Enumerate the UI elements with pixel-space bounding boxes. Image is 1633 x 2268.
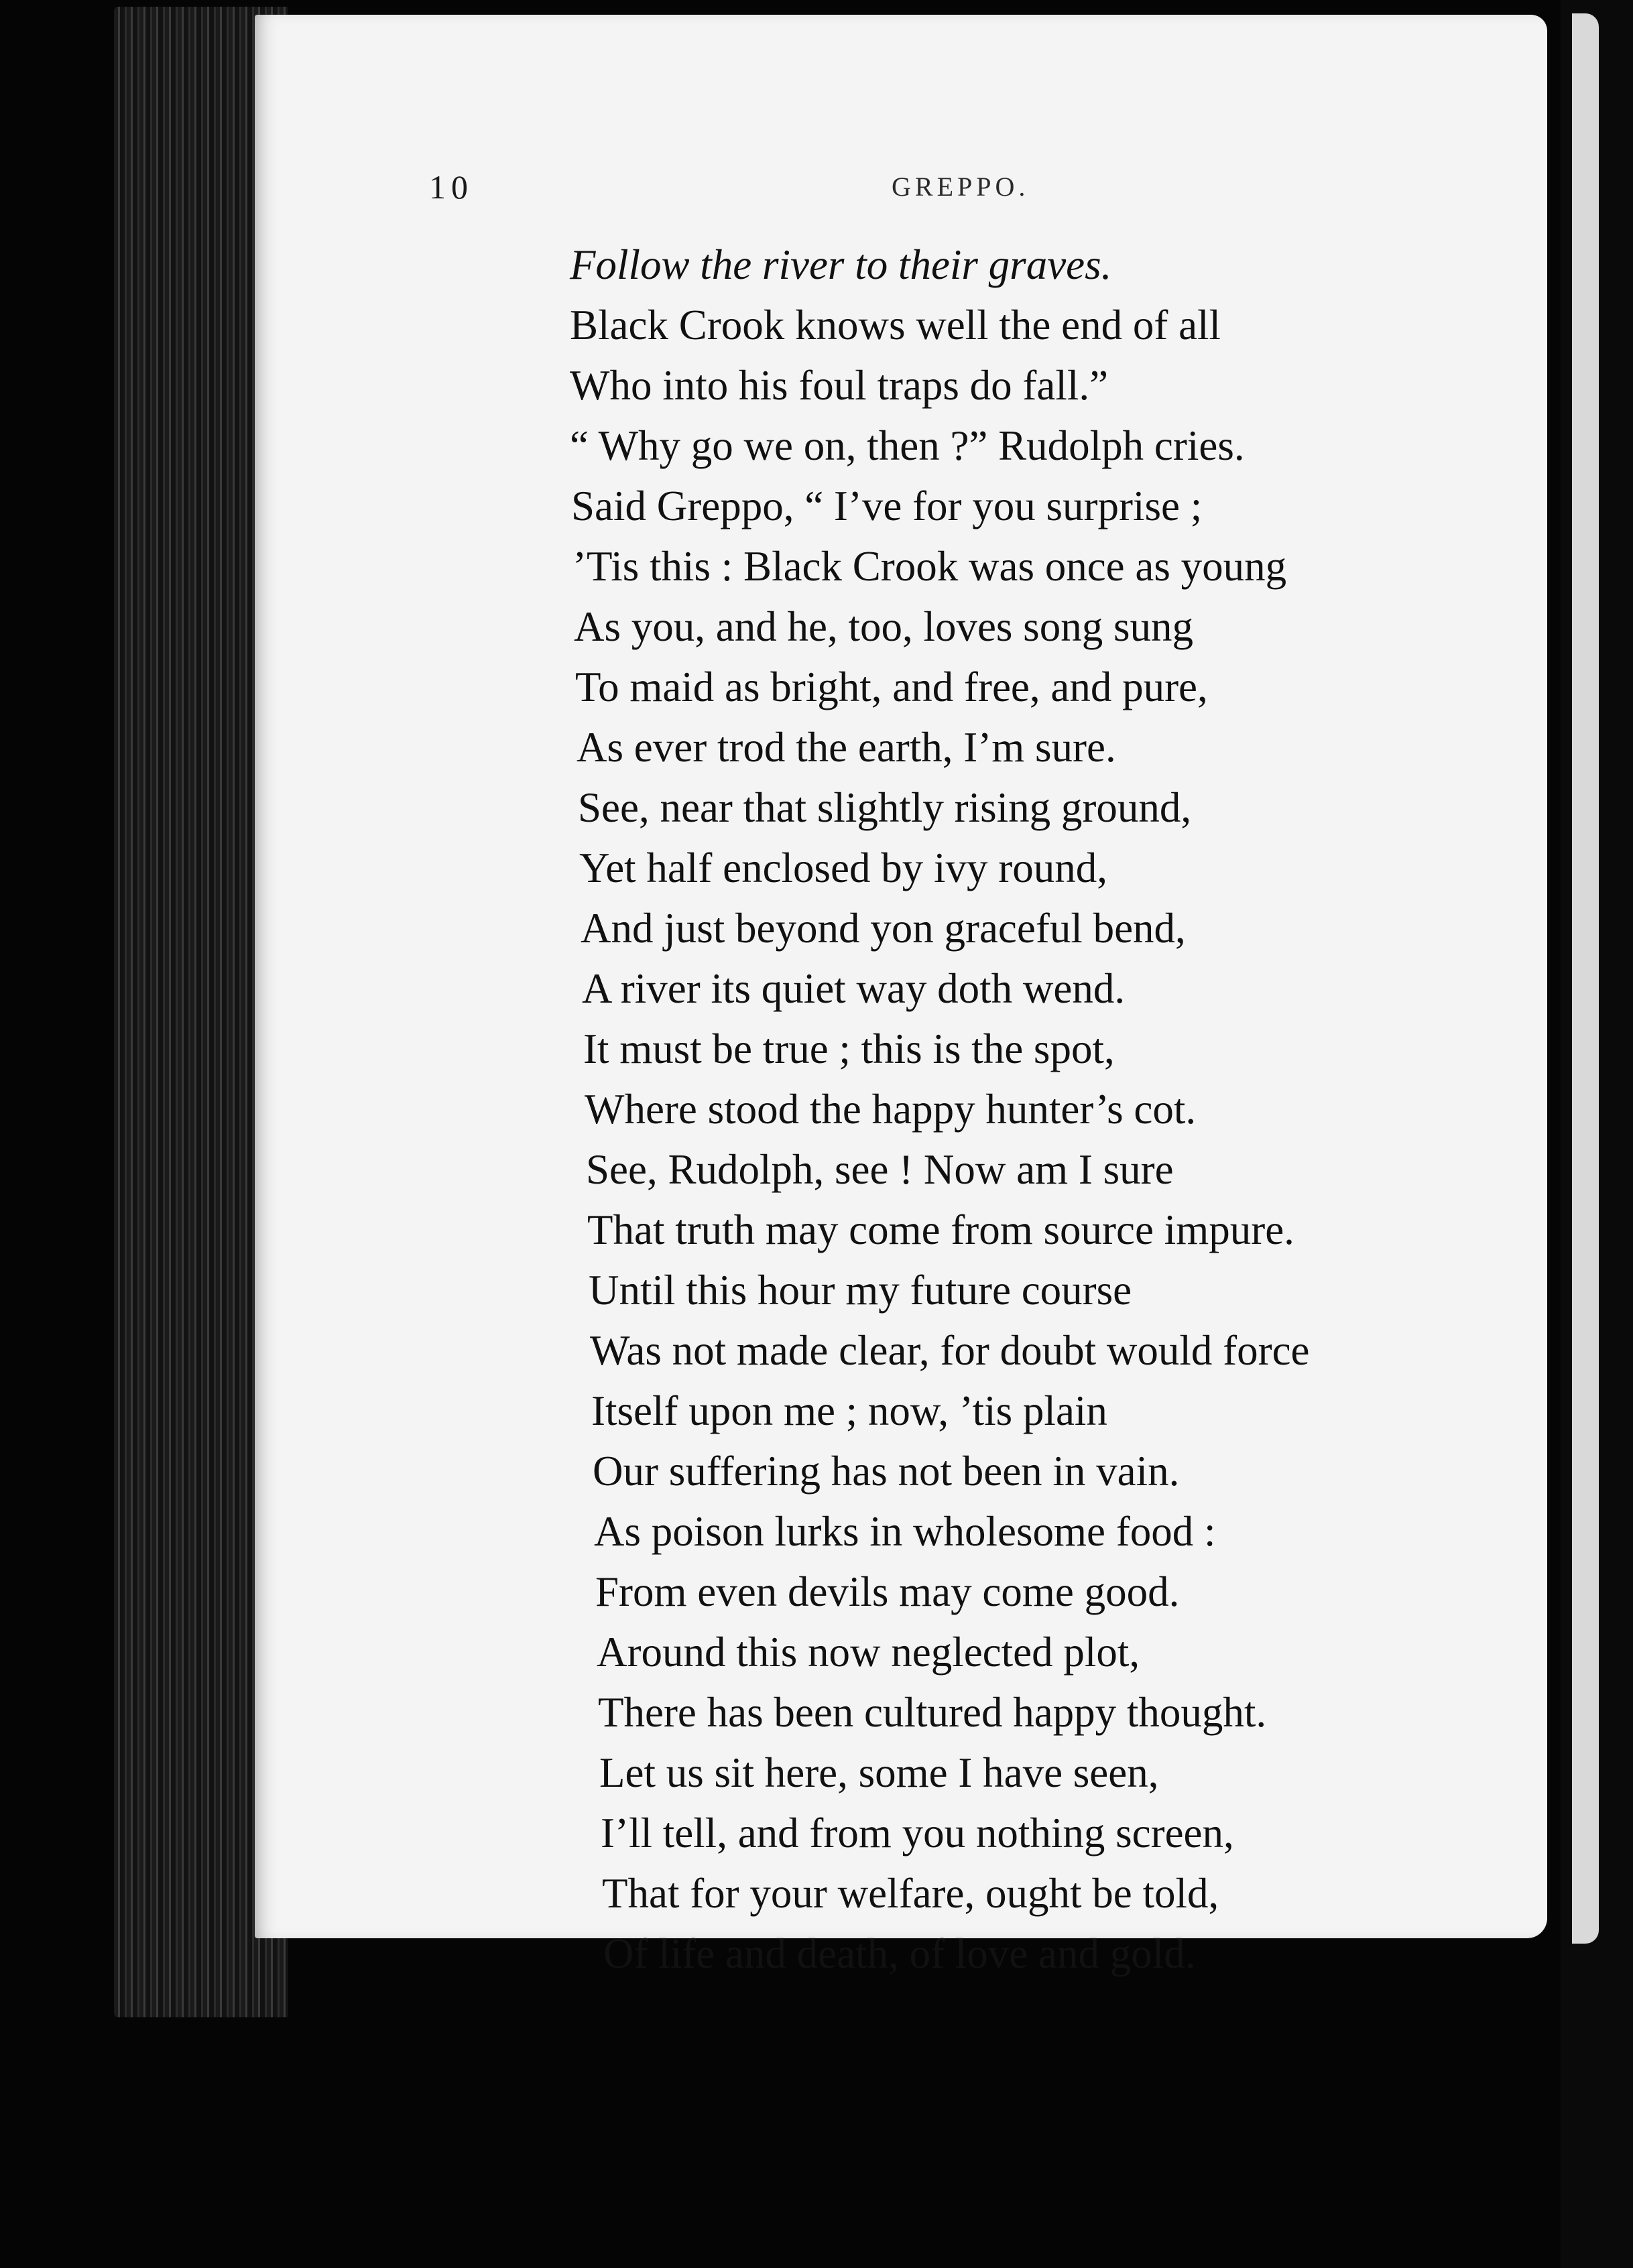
poem-line: As ever trod the earth, I’m sure.	[577, 724, 1116, 771]
poem-line: And just beyond yon graceful bend,	[581, 905, 1186, 952]
poem-line: From even devils may come good.	[595, 1568, 1180, 1615]
poem-line: That for your welfare, ought be told,	[602, 1870, 1219, 1917]
poem-line: See, Rudolph, see ! Now am I sure	[586, 1146, 1174, 1193]
poem-line: A river its quiet way doth wend.	[582, 965, 1126, 1012]
poem-line: To maid as bright, and free, and pure,	[575, 664, 1208, 710]
poem-line: I’ll tell, and from you nothing screen,	[601, 1810, 1234, 1856]
poem-line: “ Why go we on, then ?” Rudolph cries.	[570, 422, 1245, 469]
poem-line: Itself upon me ; now, ’tis plain	[591, 1387, 1107, 1434]
poem-line: Of life and death, of love and gold.	[603, 1930, 1196, 1977]
poem-line: Let us sit here, some I have seen,	[599, 1749, 1159, 1796]
poem-line: Yet half enclosed by ivy round,	[579, 844, 1107, 891]
poem-line: That truth may come from source impure.	[587, 1206, 1294, 1253]
poem-line: Around this now neglected plot,	[597, 1629, 1140, 1676]
poem-line: ’Tis this : Black Crook was once as young	[572, 543, 1287, 590]
poem-text	[570, 235, 1441, 1984]
running-head: GREPPO.	[892, 172, 1030, 202]
page-number: 10	[429, 168, 473, 206]
poem-line: Follow the river to their graves.	[570, 241, 1112, 288]
facing-page-edge	[1572, 13, 1599, 1944]
poem-line: Our suffering has not been in vain.	[593, 1448, 1180, 1495]
poem-line: It must be true ; this is the spot,	[583, 1025, 1115, 1072]
poem-line: See, near that slightly rising ground,	[578, 784, 1192, 831]
poem-line: Who into his foul traps do fall.”	[570, 362, 1109, 409]
poem-line: Black Crook knows well the end of all	[570, 302, 1221, 349]
poem-line: There has been cultured happy thought.	[598, 1689, 1267, 1736]
poem-line: As poison lurks in wholesome food :	[594, 1508, 1216, 1555]
poem-line: Said Greppo, “ I’ve for you surprise ;	[571, 483, 1203, 529]
poem-line: Until this hour my future course	[589, 1267, 1132, 1314]
poem-line: As you, and he, too, loves song sung	[574, 603, 1193, 650]
poem-line: Was not made clear, for doubt would force	[590, 1327, 1310, 1374]
poem-line: Where stood the happy hunter’s cot.	[585, 1086, 1197, 1133]
